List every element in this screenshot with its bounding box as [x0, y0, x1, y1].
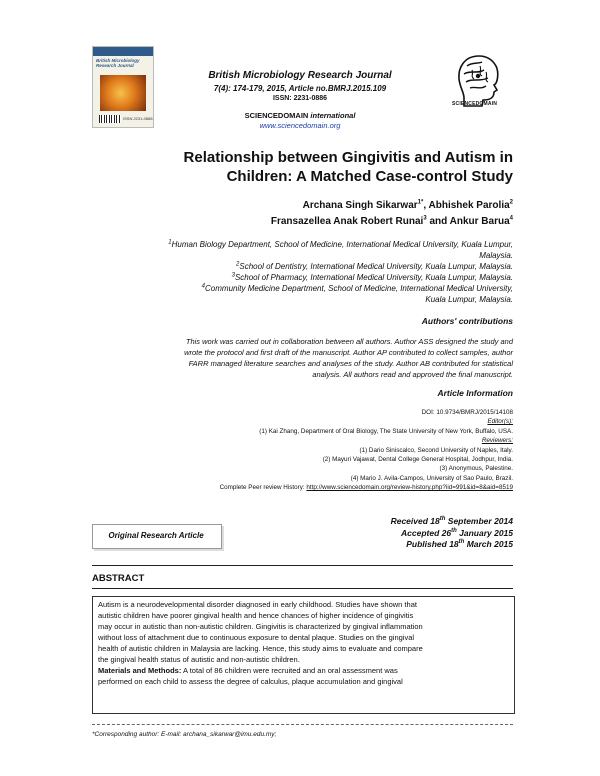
contrib-line: wrote the protocol and first draft of the manuscript. Author AP contributed to collect samples, author — [184, 348, 513, 357]
affiliation-3-sup: 3 — [231, 272, 235, 279]
abstract-box — [92, 596, 515, 714]
publisher-name — [150, 111, 450, 120]
contrib-line: This work was carried out in collaboration between all authors. Author ASS designed the study and — [185, 337, 513, 346]
affiliation-3 — [100, 272, 513, 283]
received-date — [300, 516, 513, 528]
journal-volume: 7(4): 174-179, 2015, Article no.BMRJ.2015.109 — [213, 84, 387, 93]
article-info-heading: Article Information — [437, 388, 513, 398]
reviewer-3: (3) Anonymous, Palestine. — [439, 465, 513, 473]
affiliation-1-cont: Malaysia. — [479, 251, 513, 260]
published-date-sup: th — [458, 539, 465, 546]
accepted-date-text: Accepted 26 — [401, 527, 452, 538]
review-history — [140, 483, 513, 492]
contrib-line: FARR managed literature searches and analyses of the study. Author AB contributed for statistical — [188, 359, 513, 368]
cover-issn: ISSN 2231-0886 — [123, 116, 153, 121]
affiliation-4-text: Community Medicine Department, School of Medicine, International Medical University, — [205, 284, 513, 293]
affiliations — [100, 239, 513, 305]
article-dates — [300, 516, 513, 551]
section-divider-top — [92, 565, 513, 566]
publisher-name-suffix: international — [310, 111, 356, 120]
received-date-text: Received 18 — [390, 516, 440, 526]
abstract-heading: ABSTRACT — [92, 573, 145, 584]
authors-and: and — [429, 215, 448, 227]
received-date-rest: September 2014 — [445, 516, 513, 526]
journal-issn: ISSN: 2231-0886 — [272, 95, 328, 102]
publisher-url[interactable]: www.sciencedomain.org — [259, 121, 341, 130]
contributions-heading: Authors' contributions — [421, 316, 513, 326]
author-4-sup: 4 — [509, 215, 513, 222]
author-2-sup: 2 — [509, 199, 513, 206]
publisher-name-main: SCIENCEDOMAIN — [244, 111, 309, 120]
affiliation-1 — [100, 239, 513, 250]
author-1: Archana Singh Sikarwar — [302, 200, 418, 211]
received-date-sup: th — [439, 516, 446, 523]
author-2: Abhishek Parolia — [428, 200, 510, 211]
article-info — [140, 408, 513, 493]
doi: DOI: 10.9734/BMRJ/2015/14108 — [421, 409, 513, 416]
abstract-line: autistic children have poorer gingival health and hence chances of higher incidence of gingivitis — [98, 611, 414, 620]
reviewer-4: (4) Mario J. Avila-Campos, University of Sao Paulo, Brazil. — [350, 474, 513, 482]
methods-text: A total of 86 children were recruited and an oral assessment was — [181, 666, 398, 675]
cover-artwork — [100, 75, 146, 111]
methods-line-2: performed on each child to assess the degree of calculus, plaque accumulation and gingival — [98, 677, 403, 686]
accepted-date-sup: th — [451, 527, 457, 534]
reviewer-1: (1) Dario Siniscalco, Second University of Naples, Italy. — [359, 446, 513, 454]
title-line-1: Relationship between Gingivitis and Autism in — [183, 149, 513, 166]
methods-label: Materials and Methods: — [98, 666, 182, 675]
editors-label: Editor(s): — [487, 418, 513, 426]
contrib-line: analysis. All authors read and approved the final manuscript. — [312, 370, 513, 379]
section-divider-bottom — [92, 588, 513, 589]
abstract-line: may occur in autistic than non-autistic children. Gingivitis is characterized by gingival inflammation — [98, 622, 423, 631]
accepted-date — [300, 528, 513, 540]
contributions-text — [92, 336, 513, 380]
affiliation-4 — [100, 283, 513, 294]
published-date-text: Published 18 — [406, 539, 459, 549]
published-date-rest: March 2015 — [464, 539, 513, 549]
journal-name: British Microbiology Research Journal — [208, 70, 392, 81]
reviewer-2: (2) Mayuri Vajawat, Dental College General Hospital, Jodhpur, India. — [322, 456, 513, 464]
journal-cover-image — [92, 46, 154, 128]
author-1-sup: 1* — [417, 199, 424, 206]
authors-line-1: Archana Singh Sikarwar$^{1*}$, Abhishek Parolia$^2$ — [302, 199, 513, 211]
affiliation-2-sup: 2 — [236, 261, 240, 268]
author-4: Ankur Barua — [449, 215, 510, 227]
review-history-label: Complete Peer review History: — [219, 484, 305, 492]
affiliation-4-sup: 4 — [201, 283, 206, 290]
corresponding-author-footnote: *Corresponding author: E-mail: archana_sikarwar@imu.edu.my; — [92, 731, 277, 738]
review-history-link[interactable]: http://www.sciencedomain.org/review-history.php?iid=991&id=8&aid=8519 — [306, 484, 513, 492]
affiliation-1-sup: 1 — [168, 239, 172, 246]
article-title — [120, 149, 513, 186]
abstract-line: Autism is a neurodevelopmental disorder diagnosed in early childhood. Studies have shown that — [98, 600, 417, 609]
reviewers-label: Reviewers: — [481, 437, 513, 445]
affiliation-1-text: Human Biology Department, School of Medicine, International Medical University, Kuala Lumpur, — [171, 240, 513, 249]
accepted-date-rest: January 2015 — [456, 527, 513, 538]
author-list — [190, 198, 513, 229]
abstract-line: without loss of attachment due to continuous exposure to dental plaque. Studies on the gingival — [98, 633, 415, 642]
author-3-sup: 3 — [423, 215, 427, 222]
cover-band — [93, 47, 153, 56]
abstract-line: the gingival health status of autistic and non-autistic children. — [98, 655, 300, 664]
footnote-divider — [92, 724, 513, 725]
methods-line — [98, 665, 509, 676]
affiliation-4-cont: Kuala Lumpur, Malaysia. — [425, 295, 513, 304]
affiliation-3-text: School of Pharmacy, International Medical University, Kuala Lumpur, Malaysia. — [234, 273, 513, 282]
editor-1: (1) Kai Zhang, Department of Oral Biology, The State University of New York, Buffalo, USA. — [259, 427, 513, 435]
abstract-line: health of autistic children in Malaysia are lacking. Hence, this study aims to evaluate and compare — [98, 644, 423, 653]
affiliation-2-text: School of Dentistry, International Medical University, Kuala Lumpur, Malaysia. — [239, 262, 513, 271]
cover-title: British Microbiology Research Journal — [96, 58, 140, 68]
published-date — [300, 539, 513, 551]
affiliation-2 — [100, 261, 513, 272]
title-line-2: Children: A Matched Case-control Study — [226, 167, 513, 185]
authors-line-2 — [190, 214, 513, 230]
article-type-label: Original Research Article — [108, 531, 204, 540]
publisher-logo-text: SCIENCEDOMAIN — [452, 101, 498, 107]
cover-barcode — [99, 115, 121, 123]
author-3: Fransazellea Anak Robert Runai — [270, 215, 424, 227]
